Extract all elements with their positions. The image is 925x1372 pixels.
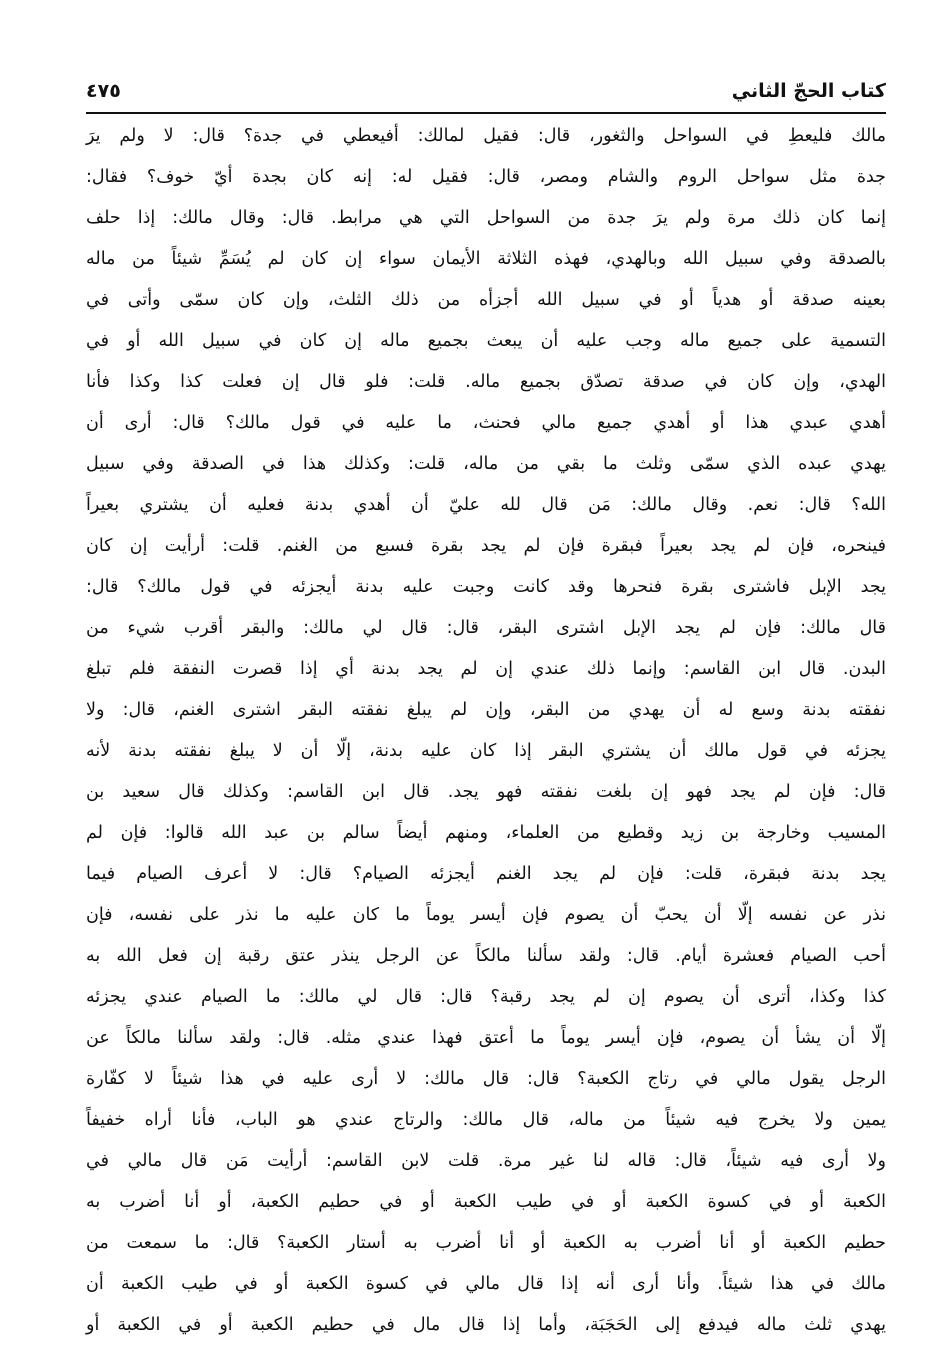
- text-line: المسيب وخارجة بن زيد وقطيع من العلماء، ومنهم أيضاً سالم بن عبد الله قالوا: فإن لم: [86, 823, 886, 843]
- text-line: قال مالك: فإن لم يجد الإبل اشترى البقر، قال: قال لي مالك: والبقر أقرب شيء من: [86, 618, 886, 638]
- text-line: أحب الصيام فعشرة أيام. قال: ولقد سألنا مالكاً عن الرجل ينذر عتق رقبة إن فعل الله به: [86, 946, 886, 966]
- text-line: نفقته بدنة وسع له أن يهدي من البقر، وإن لم يبلغ نفقته البقر اشترى الغنم، قال: ولا: [86, 700, 886, 720]
- text-line: بالصدقة وفي سبيل الله وبالهدي، فهذه الثلاثة الأيمان سواء إن كان لم يُسَمِّ شيئاً من ماله: [86, 249, 886, 269]
- text-line: فينحره، فإن لم يجد بعيراً فبقرة فإن لم يجد بقرة فسبع من الغنم. قلت: أرأيت إن كان: [86, 536, 886, 556]
- text-line: أهدي عبدي هذا أو أهدي جميع مالي فحنث، ما عليه في قول مالك؟ قال: أرى أن: [86, 413, 886, 433]
- text-line: ولا أرى فيه شيئاً، قال: قاله لنا غير مرة. قلت لابن القاسم: أرأيت مَن قال مالي في: [86, 1151, 886, 1171]
- text-line: الله؟ قال: نعم. وقال مالك: مَن قال لله عليّ أن أهدي بدنة فعليه أن يشتري بعيراً: [86, 495, 886, 515]
- text-line: يهدي عبده الذي سمّى وثلث ما بقي من ماله، قلت: وكذلك هذا في الصدقة وفي سبيل: [86, 454, 886, 474]
- text-line: مالك في هذا شيئاً. وأنا أرى أنه إذا قال مالي في كسوة الكعبة أو في طيب الكعبة أن: [86, 1274, 886, 1294]
- text-line: الرجل يقول مالي في رتاج الكعبة؟ قال: قال مالك: لا أرى عليه في هذا شيئاً لا كفّارة: [86, 1069, 886, 1089]
- page-number: ٤٧٥: [86, 80, 121, 102]
- running-title: كتاب الحجّ الثاني: [731, 80, 886, 102]
- text-line: الهدي، وإن كان في صدقة تصدّق بجميع ماله. قلت: فلو قال إن فعلت كذا وكذا فأنا: [86, 372, 886, 392]
- page-header: [86, 78, 886, 110]
- text-line: يمين ولا يخرج فيه شيئاً من ماله، قال مالك: والرتاج عندي هو الباب، فأنا أراه خفيفاً: [86, 1110, 886, 1130]
- text-line: جدة مثل سواحل الروم والشام ومصر، قال: فقيل له: إنه كان بجدة أيّ خوف؟ فقال:: [86, 167, 886, 187]
- text-line: يجزئه في قول مالك أن يشتري البقر إذا كان عليه بدنة، إلّا أن لا يبلغ نفقته بدنة لأنه: [86, 741, 886, 761]
- text-line: يهدي ثلث ماله فيدفع إلى الحَجَبَة، وأما إذا قال مال في حطيم الكعبة أو في الكعبة أو: [86, 1315, 886, 1335]
- text-line: البدن. قال ابن القاسم: وإنما ذلك عندي إن لم يجد بدنة أي إذا قصرت النفقة فلم تبلغ: [86, 659, 886, 679]
- body-text: [86, 116, 886, 1346]
- text-line: بعينه صدقة أو هدياً أو في سبيل الله أجزأه من ذلك الثلث، وإن كان سمّى وأتى في: [86, 290, 886, 310]
- text-line: قال: فإن لم يجد فهو إن بلغت نفقته فهو يجد. قال ابن القاسم: وكذلك قال سعيد بن: [86, 782, 886, 802]
- text-line: مالك فليعطِ في السواحل والثغور، قال: فقيل لمالك: أفيعطي في جدة؟ قال: لا ولم يرَ: [86, 126, 886, 146]
- text-line: نذر عن نفسه إلّا أن يحبّ أن يصوم فإن أيسر يوماً ما كان عليه ما نذر على نفسه، فإن: [86, 905, 886, 925]
- text-line: كذا وكذا، أترى أن يصوم إن لم يجد رقبة؟ قال: قال لي مالك: ما الصيام عندي يجزئه: [86, 987, 886, 1007]
- text-line: إنما كان ذلك مرة ولم يرَ جدة من السواحل التي هي مرابط. قال: وقال مالك: إذا حلف: [86, 208, 886, 228]
- text-line: يجد بدنة فبقرة، قلت: فإن لم يجد الغنم أيجزئه الصيام؟ قال: لا أعرف الصيام فيما: [86, 864, 886, 884]
- text-line: التسمية على جميع ماله وجب عليه أن يبعث بجميع ماله إن كان في سبيل الله أو في: [86, 331, 886, 351]
- header-rule: [86, 112, 886, 114]
- text-line: حطيم الكعبة أو أنا أضرب به الكعبة أو أنا أضرب به أستار الكعبة؟ قال: ما سمعت من: [86, 1233, 886, 1253]
- text-line: إلّا أن يشأ أن يصوم، فإن أيسر يوماً ما أعتق فهذا عندي مثله. قال: ولقد سألنا مالكاً عن: [86, 1028, 886, 1048]
- text-line: يجد الإبل فاشترى بقرة فنحرها وقد كانت وجبت عليه بدنة أيجزئه في قول مالك؟ قال:: [86, 577, 886, 597]
- text-line: الكعبة أو في كسوة الكعبة أو في طيب الكعبة أو في حطيم الكعبة، أو أنا أضرب به: [86, 1192, 886, 1212]
